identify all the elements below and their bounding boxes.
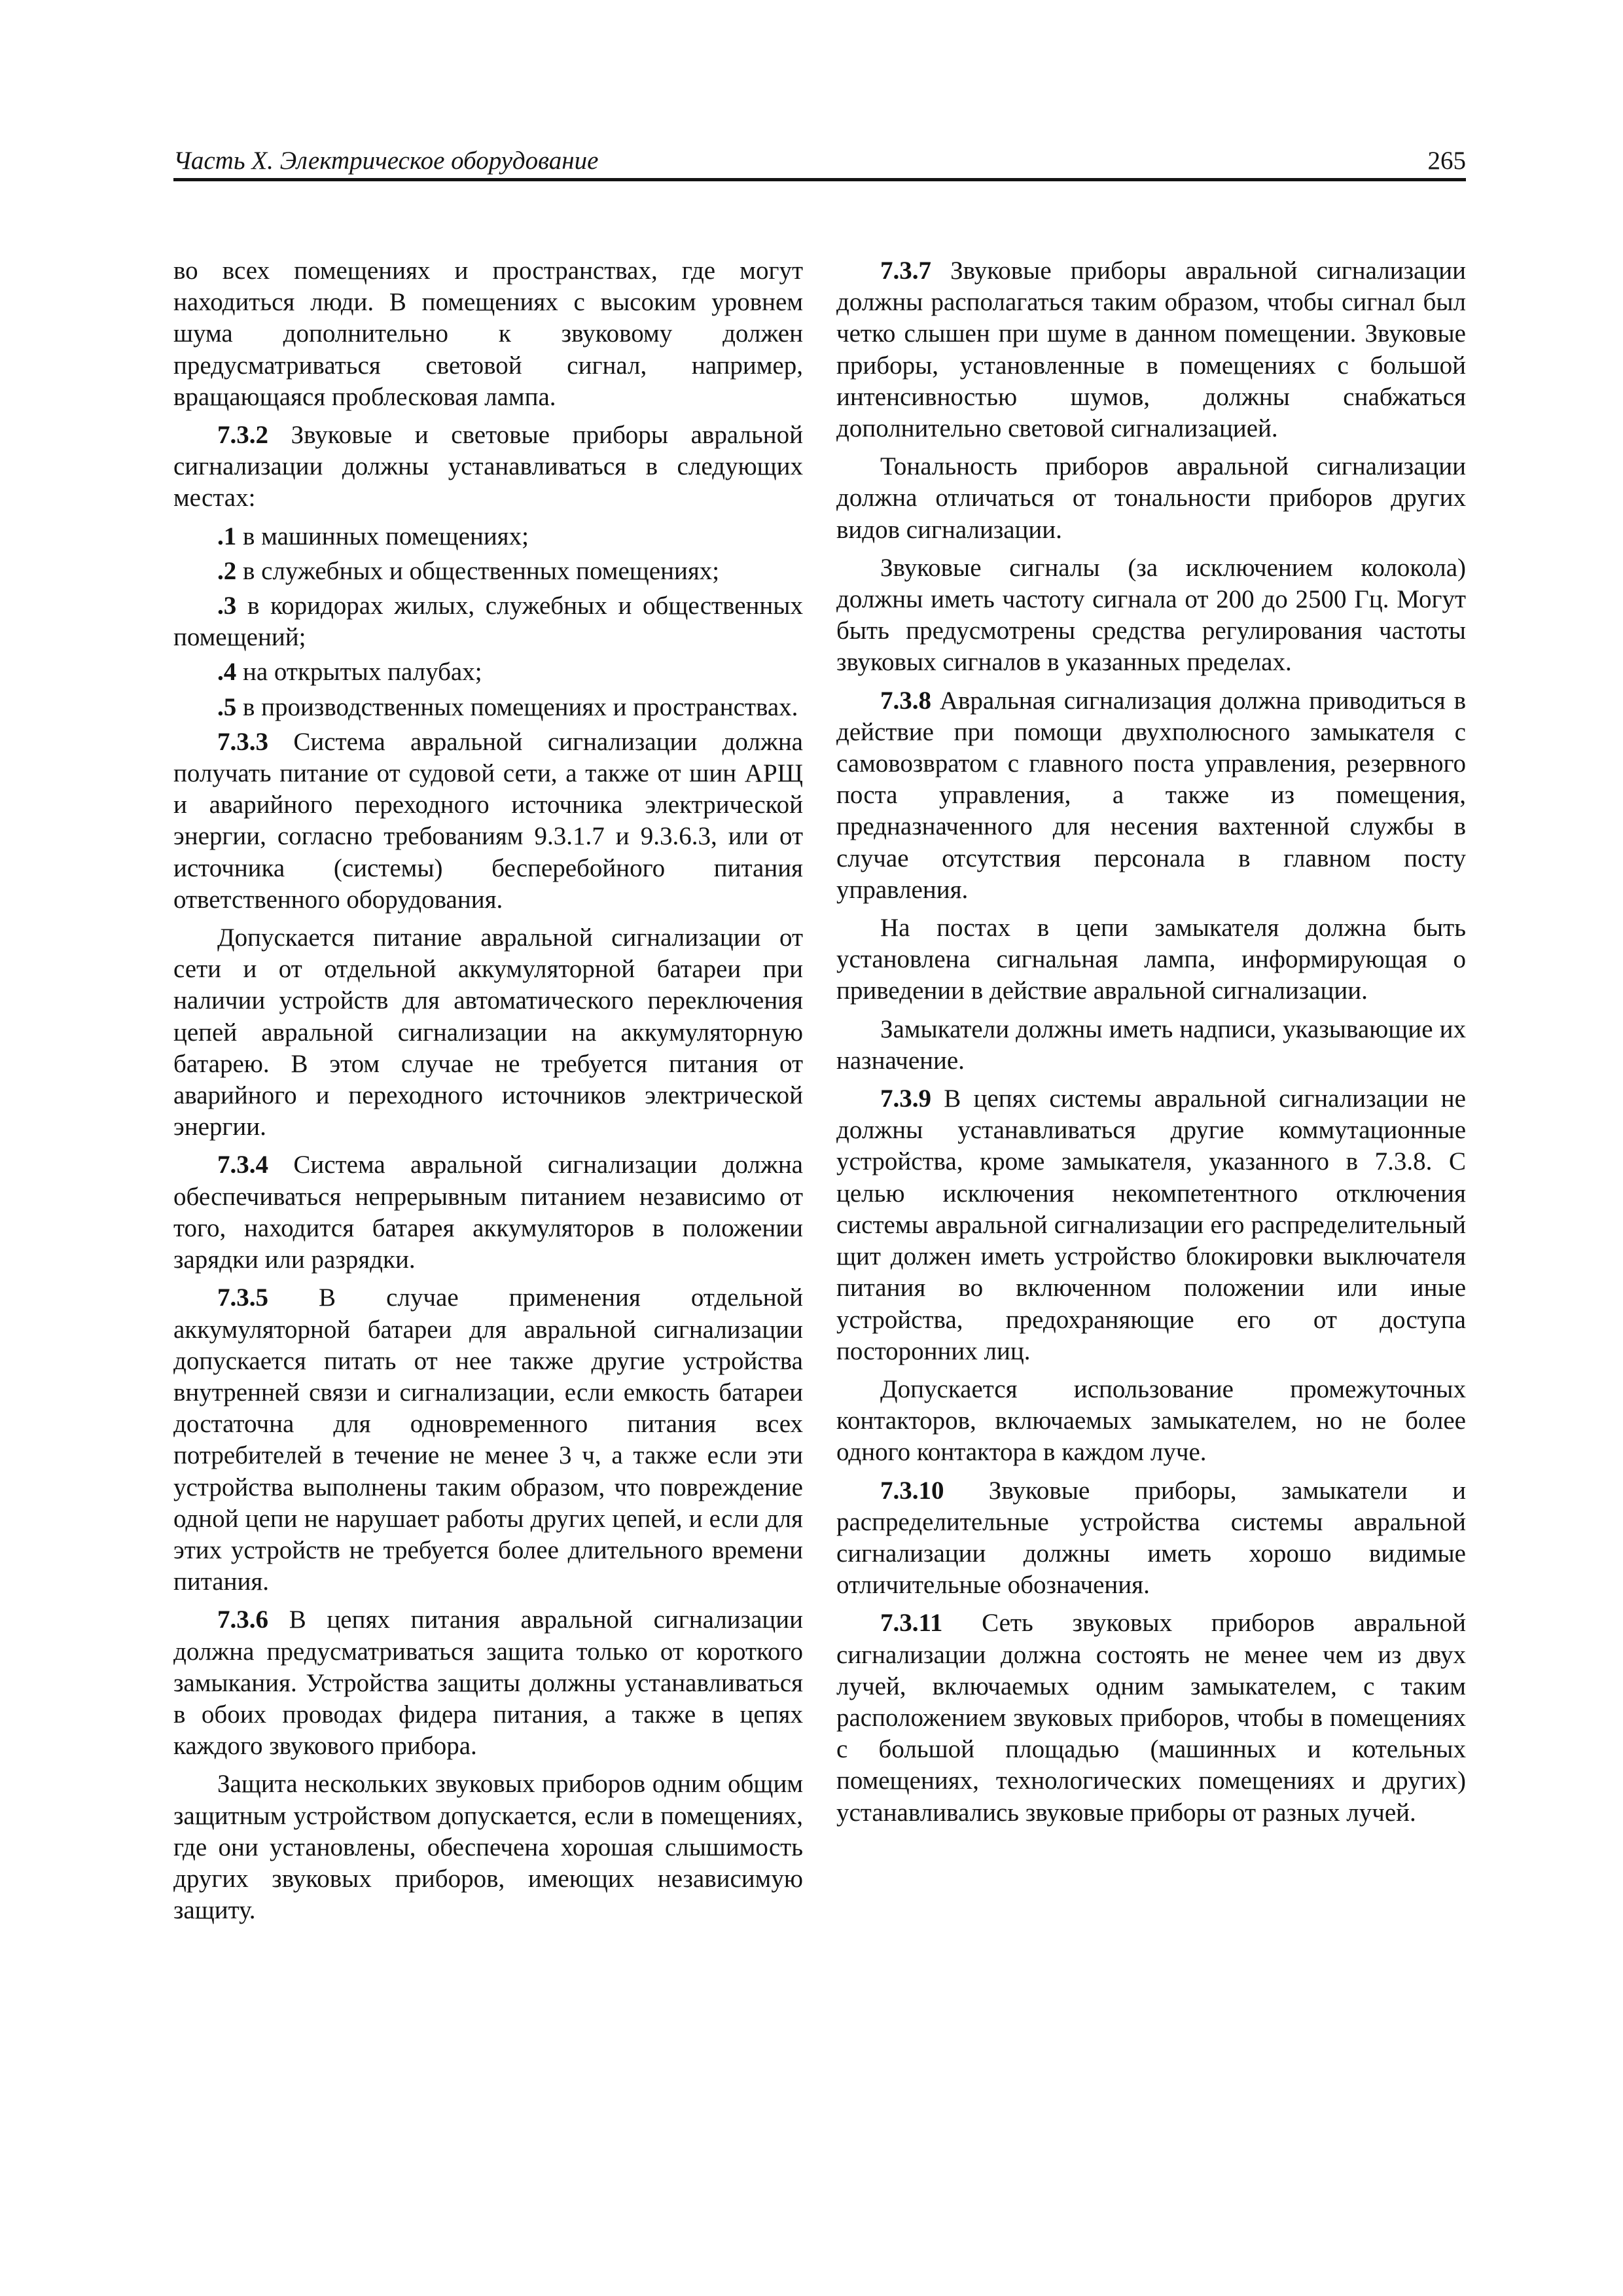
clause-number: 7.3.10 bbox=[880, 1476, 944, 1505]
clause-7-3-6: 7.3.6 В цепях питания авральной сигнализации должна предусматриваться защита только от короткого замыкания. Устройства защиты должны устанавливаться в обоих проводах фидера питания, а также в цепях каждого звукового прибора. bbox=[173, 1605, 803, 1761]
paragraph: Допускается использование промежуточных контакторов, включаемых замыкателем, но не более одного контактора в каждом луче. bbox=[836, 1374, 1466, 1467]
clause-number: 7.3.3 bbox=[217, 727, 268, 756]
list-item: .2 в служебных и общественных помещениях; bbox=[217, 556, 720, 585]
paragraph-continued: во всех помещениях и пространствах, где могут находиться люди. В помещениях с высоким уровнем шума дополнительно к звуковому должен предусматриваться световой сигнал, например, вращающаяся проблесковая лампа. bbox=[173, 257, 803, 411]
list-item: .5 в производственных помещениях и пространствах. bbox=[217, 692, 798, 721]
clause-number: 7.3.8 bbox=[880, 686, 931, 715]
clause-7-3-2: 7.3.2 Звуковые и световые приборы авральной сигнализации должны устанавливаться в следующих местах: bbox=[173, 421, 803, 512]
clause-number: 7.3.7 bbox=[880, 257, 931, 285]
clause-7-3-5: 7.3.5 В случае применения отдельной аккумуляторной батареи для авральной сигнализации допускается питать от нее также другие устройства внутренней связи и сигнализации, если емкость батареи достаточна для одновременного питания всех потребителей в течение не менее 3 ч, а также если эти устройства выполнены таким образом, что повреждение одной цепи не нарушает работы других цепей, и если для этих устройств не требуется более длительного времени питания. bbox=[173, 1283, 803, 1596]
page-header bbox=[173, 143, 1466, 179]
item-number: .5 bbox=[217, 692, 237, 721]
item-number: .4 bbox=[217, 658, 237, 687]
clause-number: 7.3.11 bbox=[880, 1609, 943, 1638]
item-number: .2 bbox=[217, 556, 237, 585]
paragraph: Защита нескольких звуковых приборов одним общим защитным устройством допускается, если в помещениях, где они установлены, обеспечена хорошая слышимость других звуковых приборов, имеющих независимую защиту. bbox=[173, 1770, 803, 1925]
clause-7-3-9: 7.3.9 В цепях системы авральной сигнализации не должны устанавливаться другие коммутационные устройства, кроме замыкателя, указанного в 7.3.8. С целью исключения некомпетентного отключения системы авральной сигнализации его распределительный щит должен иметь устройство блокировки выключателя питания во включенном положении или иные устройства, предохраняющие его от доступа посторонних лиц. bbox=[836, 1085, 1466, 1365]
clause-7-3-7: 7.3.7 Звуковые приборы авральной сигнализации должны располагаться таким образом, чтобы сигнал был четко слышен при шуме в данном помещении. Звуковые приборы, установленные в помещениях с большой интенсивностью шумов, должны снабжаться дополнительно световой сигнализацией. bbox=[836, 257, 1466, 443]
item-number: .1 bbox=[217, 522, 237, 550]
item-number: .3 bbox=[217, 592, 237, 620]
list-item: .4 на открытых палубах; bbox=[217, 658, 482, 687]
clause-number: 7.3.9 bbox=[880, 1085, 931, 1113]
paragraph: На постах в цепи замыкателя должна быть установлена сигнальная лампа, информирующая о приведении в действие авральной сигнализации. bbox=[836, 914, 1466, 1005]
header-rule bbox=[173, 178, 1466, 181]
right-column bbox=[836, 255, 1466, 1835]
list-item: .1 в машинных помещениях; bbox=[217, 522, 529, 550]
clause-number: 7.3.4 bbox=[217, 1151, 268, 1179]
paragraph: Допускается питание авральной сигнализации от сети и от отдельной аккумуляторной батареи при наличии устройств для автоматического переключения цепей авральной сигнализации на аккумуляторную батарею. В этом случае не требуется питания от аварийного и переходного источников электрической энергии. bbox=[173, 924, 803, 1141]
clause-number: 7.3.5 bbox=[217, 1283, 268, 1312]
clause-number: 7.3.2 bbox=[217, 421, 268, 450]
page-number: 265 bbox=[1427, 147, 1466, 175]
paragraph: Тональность приборов авральной сигнализации должна отличаться от тональности приборов других видов сигнализации. bbox=[836, 452, 1466, 544]
paragraph: Звуковые сигналы (за исключением колокола) должны иметь частоту сигнала от 200 до 2500 Гц. Могут быть предусмотрены средства регулирования частоты звуковых сигналов в указанных пределах. bbox=[836, 553, 1466, 677]
clause-7-3-4: 7.3.4 Система авральной сигнализации должна обеспечиваться непрерывным питанием независимо от того, находится батарея аккумуляторов в положении зарядки или разрядки. bbox=[173, 1151, 803, 1274]
left-column bbox=[173, 255, 803, 1933]
list-item: .3 в коридорах жилых, служебных и общественных помещений; bbox=[173, 592, 803, 652]
paragraph: Замыкатели должны иметь надписи, указывающие их назначение. bbox=[836, 1014, 1466, 1075]
clause-7-3-3: 7.3.3 Система авральной сигнализации должна получать питание от судовой сети, а также от шин АРЩ и аварийного переходного источника электрической энергии, согласно требованиям 9.3.1.7 и 9.3.6.3, или от источника (системы) бесперебойного питания ответственного оборудования. bbox=[173, 727, 803, 914]
clause-7-3-8: 7.3.8 Авральная сигнализация должна приводиться в действие при помощи двухполюсного замыкателя с самовозвратом с главного поста управления, резервного поста управления, а также из помещения, предназначенного для несения вахтенной службы в случае отсутствия персонала в главном посту управления. bbox=[836, 686, 1466, 904]
clause-7-3-11: 7.3.11 Сеть звуковых приборов авральной сигнализации должна состоять не менее чем из двух лучей, включаемых одним замыкателем, с таким расположением звуковых приборов, чтобы в помещениях с большой площадью (машинных и котельных помещениях, технологических помещениях и других) устанавливались звуковые приборы от разных лучей. bbox=[836, 1609, 1466, 1827]
clause-number: 7.3.6 bbox=[217, 1605, 268, 1634]
running-head-title: Часть X. Электрическое оборудование bbox=[173, 147, 599, 175]
clause-7-3-10: 7.3.10 Звуковые приборы, замыкатели и распределительные устройства системы авральной сигнализации должны иметь хорошо видимые отличительные обозначения. bbox=[836, 1476, 1466, 1600]
